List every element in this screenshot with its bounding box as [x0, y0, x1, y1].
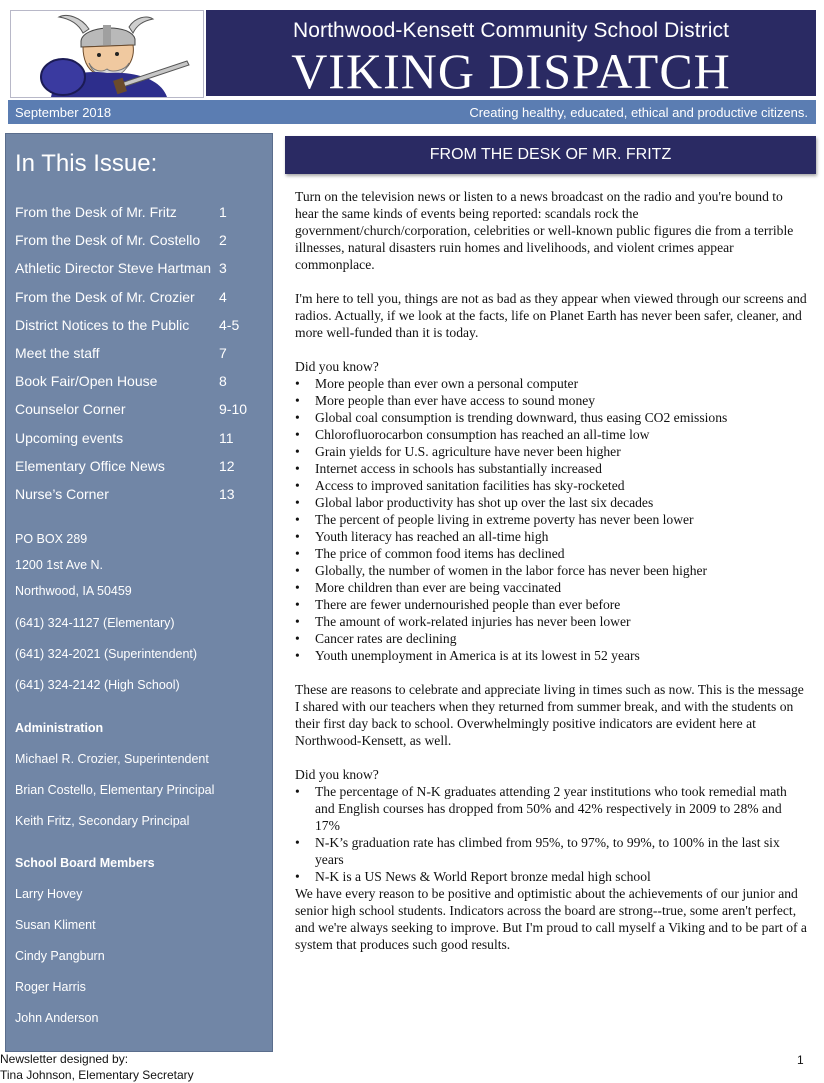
list-item: • Grain yields for U.S. agriculture have never been higher [295, 443, 807, 460]
toc-item-title: Meet the staff [15, 344, 100, 361]
paragraph: I'm here to tell you, things are not as bad as they appear when viewed through our screens and radios. Actually, if we look at the facts, life on Planet Earth has never been safer, cleaner, and more well-funded than it is today. [295, 291, 807, 340]
page-number: 1 [797, 1053, 804, 1067]
board-member: John Anderson [15, 1011, 99, 1025]
toc-item-page: 12 [219, 457, 235, 474]
administration-section [15, 721, 214, 845]
motto: Creating healthy, educated, ethical and productive citizens. [469, 105, 808, 120]
list-item: • The percent of people living in extreme poverty has never been lower [295, 511, 807, 528]
admin-member: Michael R. Crozier, Superintendent [15, 752, 209, 766]
list-item: • More children than ever are being vaccinated [295, 579, 807, 596]
toc-item-title: Elementary Office News [15, 457, 165, 474]
toc-item[interactable] [15, 345, 267, 373]
board-member: Cindy Pangburn [15, 949, 105, 963]
list-item: • Chlorofluorocarbon consumption has reached an all-time low [295, 426, 807, 443]
toc-item[interactable] [15, 317, 267, 345]
article-heading: FROM THE DESK OF MR. FRITZ [285, 136, 816, 174]
toc-item[interactable] [15, 486, 267, 514]
administration-heading: Administration [15, 721, 104, 735]
toc-item-title: From the Desk of Mr. Costello [15, 232, 201, 249]
list-item: • More people than ever have access to sound money [295, 392, 807, 409]
list-item: • Youth unemployment in America is at its lowest in 52 years [295, 647, 807, 664]
designer-credit [0, 1051, 194, 1083]
toc-item-title: Athletic Director Steve Hartman [15, 260, 212, 277]
address-line: Northwood, IA 50459 [15, 584, 132, 598]
list-item: • The percentage of N-K graduates attending 2 year institutions who took remedial math and English courses has dropped from 50% and 42% respectively in 2009 to 28% and 17% [295, 783, 807, 834]
list-item: • Youth literacy has reached an all-time high [295, 528, 807, 545]
board-member: Susan Kliment [15, 918, 96, 932]
toc-item-page: 4 [219, 288, 227, 305]
toc-item-page: 9-10 [219, 401, 248, 418]
in-this-issue-heading: In This Issue: [15, 150, 158, 177]
did-you-know: Did you know? [295, 359, 379, 374]
toc-item-title: Counselor Corner [15, 401, 126, 418]
facts-list [295, 375, 807, 664]
toc-item-title: Upcoming events [15, 429, 124, 446]
newsletter-title: VIKING DISPATCH [291, 43, 731, 99]
toc-item-page: 7 [219, 344, 227, 361]
list-item: • Global labor productivity has shot up over the last six decades [295, 494, 807, 511]
issue-date: September 2018 [15, 105, 112, 120]
viking-mascot-icon [10, 10, 204, 98]
list-item: • Global coal consumption is trending downward, thus easing CO2 emissions [295, 409, 807, 426]
admin-member: Keith Fritz, Secondary Principal [15, 814, 190, 828]
nk-facts-list [295, 783, 807, 885]
list-item: • The amount of work-related injuries has never been lower [295, 613, 807, 630]
did-you-know: Did you know? [295, 767, 379, 782]
toc-item-page: 13 [219, 485, 235, 502]
toc-item-page: 2 [219, 232, 227, 249]
toc-item[interactable] [15, 373, 267, 401]
phone-number: (641) 324-1127 (Elementary) [15, 616, 175, 630]
toc-item-page: 3 [219, 260, 227, 277]
board-member: Roger Harris [15, 980, 86, 994]
title-band [206, 10, 816, 99]
toc-item-title: Book Fair/Open House [15, 373, 158, 390]
list-item: • N-K’s graduation rate has climbed from 95%, to 97%, to 99%, to 100% in the last six years [295, 834, 807, 868]
list-item: • Globally, the number of women in the labor force has never been higher [295, 562, 807, 579]
toc-item-page: 4-5 [219, 316, 240, 333]
designer-name: Tina Johnson, Elementary Secretary [0, 1068, 194, 1082]
toc-item-title: Nurse’s Corner [15, 485, 109, 502]
toc-item[interactable] [15, 204, 267, 232]
address-line: PO BOX 289 [15, 532, 88, 546]
article-body [295, 188, 807, 970]
list-item: • N-K is a US News & World Report bronze medal high school [295, 868, 807, 885]
toc-item-page: 8 [219, 373, 227, 390]
school-board-heading: School Board Members [15, 856, 155, 870]
table-of-contents [15, 204, 267, 514]
toc-item[interactable] [15, 260, 267, 288]
school-board-section [15, 856, 155, 1042]
phone-number: (641) 324-2021 (Superintendent) [15, 647, 198, 661]
masthead [8, 10, 816, 122]
toc-item-title: From the Desk of Mr. Crozier [15, 288, 195, 305]
toc-item[interactable] [15, 458, 267, 486]
list-item: • More people than ever own a personal computer [295, 375, 807, 392]
list-item: • There are fewer undernourished people than ever before [295, 596, 807, 613]
board-member: Larry Hovey [15, 887, 83, 901]
address-line: 1200 1st Ave N. [15, 558, 104, 572]
sidebar [5, 133, 273, 1052]
toc-item-title: From the Desk of Mr. Fritz [15, 204, 177, 220]
toc-item[interactable] [15, 232, 267, 260]
toc-item-title: District Notices to the Public [15, 316, 190, 333]
list-item: • Access to improved sanitation facilities has sky-rocketed [295, 477, 807, 494]
paragraph: Turn on the television news or listen to a news broadcast on the radio and you're bound to hear the same kinds of events being reported: scandals rock the government/church/corporation, celebrities or well-known public figures die from a terrible illnesses, natural disasters ruin homes and livelihoods, and violent crimes appear commonplace. [295, 189, 794, 272]
toc-item-page: 11 [219, 429, 234, 446]
phone-list [15, 616, 197, 709]
list-item: • Cancer rates are declining [295, 630, 807, 647]
list-item: • Internet access in schools has substantially increased [295, 460, 807, 477]
toc-item[interactable] [15, 289, 267, 317]
toc-item[interactable] [15, 401, 267, 429]
toc-item[interactable] [15, 430, 267, 458]
phone-number: (641) 324-2142 (High School) [15, 678, 180, 692]
designed-by-label: Newsletter designed by: [0, 1052, 129, 1066]
admin-member: Brian Costello, Elementary Principal [15, 783, 215, 797]
mailing-address [15, 532, 132, 610]
district-name: Northwood-Kensett Community School District [292, 19, 730, 42]
paragraph: We have every reason to be positive and optimistic about the achievements of our junior and senior high school students. Indicators across the board are strong--true, some aren't perfect, and we're always seeking to improve. But I'm proud to call myself a Viking and to be part of a system that produces such good results. [295, 886, 807, 952]
list-item: • The price of common food items has declined [295, 545, 807, 562]
toc-item-page: 1 [219, 204, 227, 220]
paragraph: These are reasons to celebrate and appreciate living in times such as now. This is the message I shared with our teachers when they returned from summer break, and with the students on their first day back to school. Overwhelmingly positive indicators are evident here at Northwood-Kensett, as well. [295, 682, 804, 748]
sub-band [8, 100, 816, 124]
